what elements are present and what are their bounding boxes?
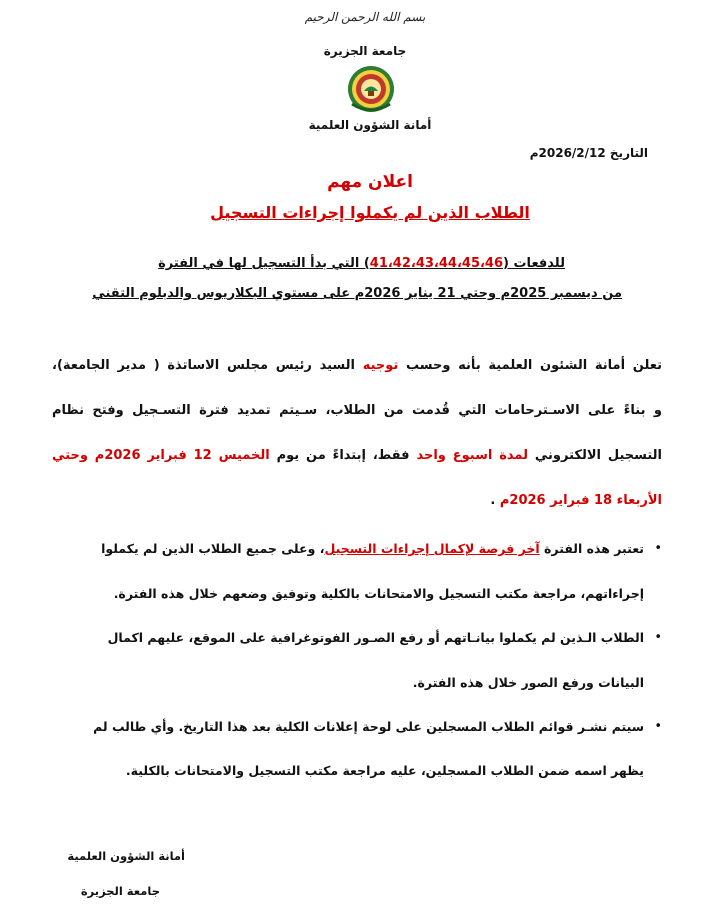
body-text: فقط، إبتداءً من يوم <box>269 448 417 463</box>
footer-department: أمانة الشؤون العلمية <box>67 849 185 863</box>
body-text: تعلن أمانة الشئون العلمية بأنه وحسب <box>398 358 662 373</box>
body-line-1 <box>52 358 662 373</box>
bullet-highlight: آخر فرصة لإكمال إجراءات التسجيل <box>324 541 540 556</box>
bullet-1-line-1 <box>44 541 644 556</box>
announcement-title: اعلان مهم <box>327 172 413 192</box>
body-line-2: و بناءً على الاسـترحامات التي قُدمت من الطلاب، سـيتم تمديد فترة التسـجيل وفتح نظام <box>52 403 662 418</box>
bullet-1-line-2: إجراءاتهم، مراجعة مكتب التسجيل والامتحانات بالكلية وتوفيق وضعهم خلال هذه الفترة. <box>113 586 644 601</box>
body-highlight: الخميس 12 فبراير 2026م وحتي <box>52 448 270 463</box>
body-text: التسجيل الالكتروني <box>527 448 662 463</box>
bullet-text: تعتبر هذه الفترة <box>539 541 644 556</box>
batches-prefix: للدفعات ( <box>503 256 565 271</box>
bullet-dot: • <box>654 541 662 556</box>
bullet-3-line-2: يظهر اسمه ضمن الطلاب المسجلين، عليه مراجعة مكتب التسجيل والامتحانات بالكلية. <box>125 763 644 778</box>
period-line: من ديسمبر 2025م وحتي 21 يناير 2026م على مستوي البكلاريوس والدبلوم التقني <box>92 286 622 301</box>
bullet-2-line-1: الطلاب الـذين لم يكملوا بيانـاتهم أو رفع الصـور الفوتوغرافية على الموقع، عليهم اكمال <box>107 630 644 645</box>
basmala: بسم الله الرحمن الرحيم <box>304 10 426 24</box>
university-name: جامعة الجزيرة <box>323 44 407 58</box>
body-highlight: لمدة اسبوع واحد <box>416 448 528 463</box>
bullet-3-line-1: سيتم نشـر قوائم الطلاب المسجلين على لوحة إعلانات الكلية بعد هذا التاريخ. وأي طالب لم <box>93 719 644 734</box>
department-name: أمانة الشؤون العلمية <box>308 118 432 132</box>
announcement-date: التاريخ 2026/2/12م <box>529 146 648 160</box>
batches-line <box>158 256 565 271</box>
bullet-dot: • <box>654 719 662 734</box>
batches-suffix: ) التي بدأ التسجيل لها في الفترة <box>158 256 370 271</box>
body-highlight: توجيه <box>362 358 399 373</box>
batch-numbers: 41،42،43،44،45،46 <box>369 256 504 271</box>
bullet-text: ، وعلى جميع الطلاب الذين لم يكملوا <box>101 541 325 556</box>
body-line-3 <box>52 448 662 463</box>
body-text: السيد رئيس مجلس الاساتذة ( مدير الجامعة)، <box>52 358 363 373</box>
body-text: . <box>490 493 500 508</box>
bullet-2-line-2: البيانات ورفع الصور خلال هذه الفترة. <box>412 675 644 690</box>
announcement-subtitle: الطلاب الذين لم يكملوا إجراءات التسجيل <box>210 203 530 222</box>
body-highlight: الأربعاء 18 فبراير 2026م <box>499 493 662 508</box>
body-line-4 <box>52 493 662 508</box>
bullet-dot: • <box>654 630 662 645</box>
footer-university: جامعة الجزيرة <box>80 884 160 898</box>
university-logo <box>346 64 396 114</box>
